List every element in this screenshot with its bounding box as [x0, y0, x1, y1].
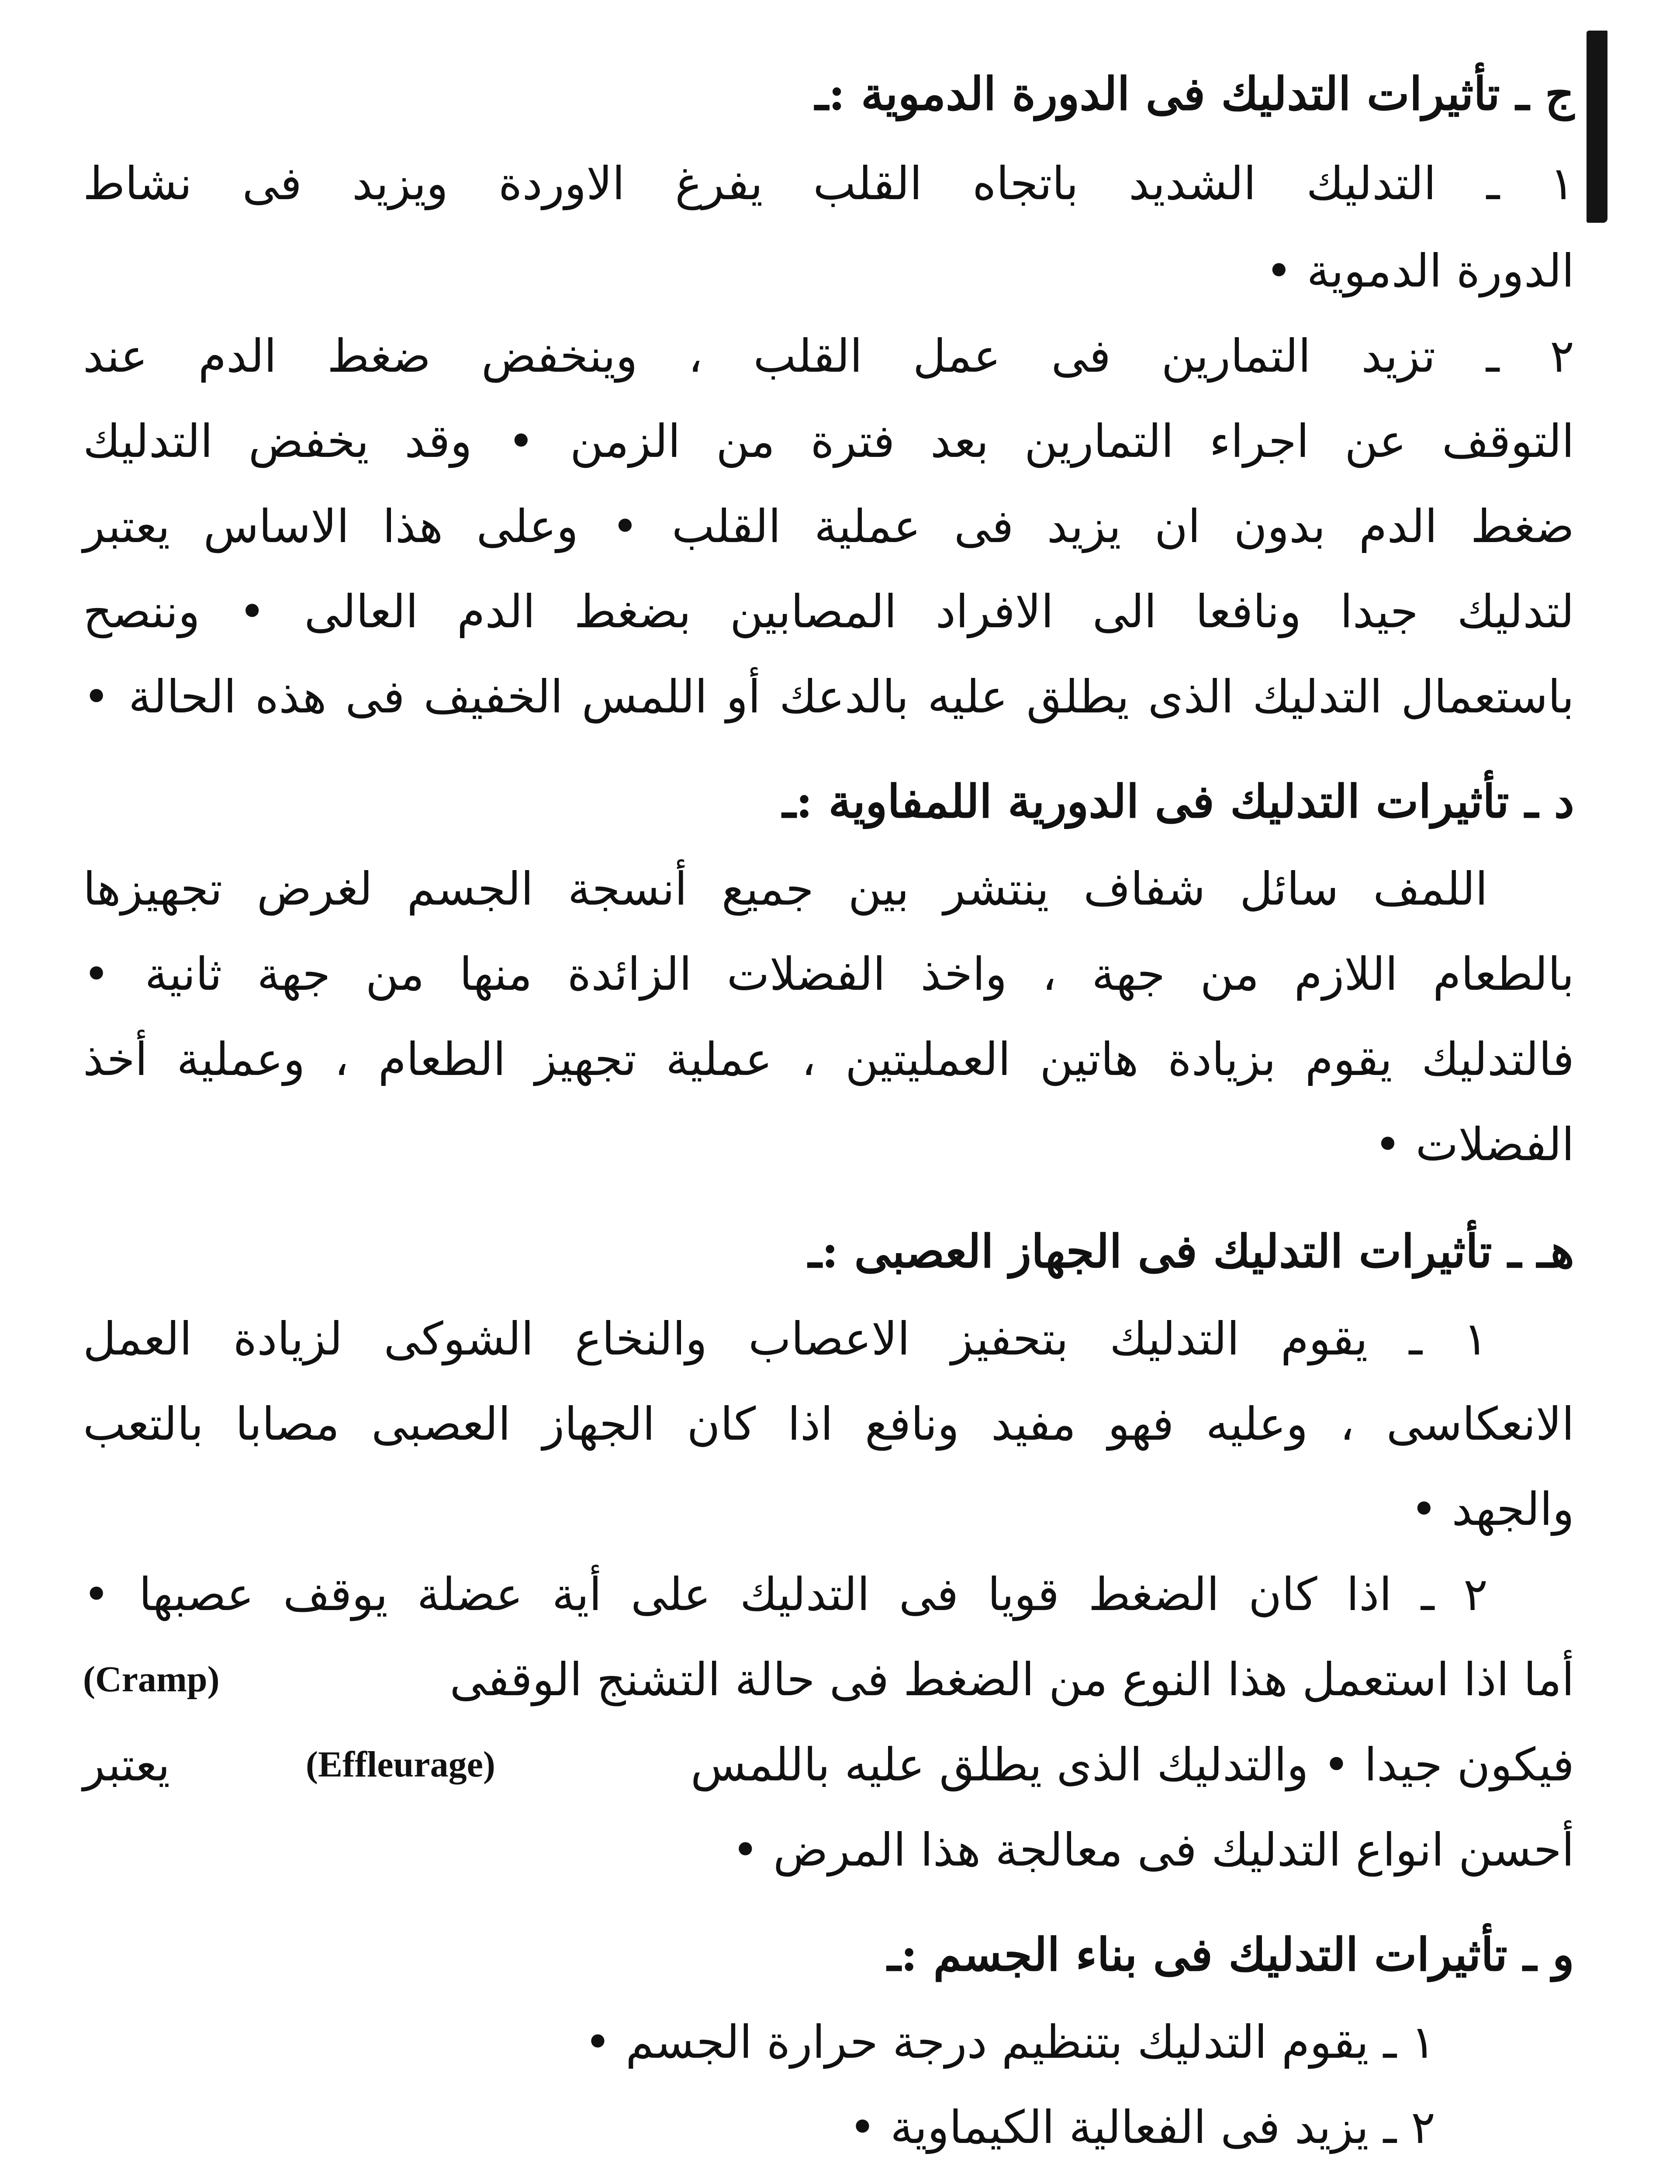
paragraph-line-end: يعتبر — [83, 1738, 170, 1791]
paragraph-line: ١ ـ التدليك الشديد باتجاه القلب يفرغ الاوردة ويزيد فى نشاط — [83, 157, 1574, 210]
paragraph-line: فيكون جيدا • والتدليك الذى يطلق عليه باللمس — [690, 1738, 1574, 1791]
paragraph-line: لتدليك جيدا ونافعا الى الافراد المصابين بضغط الدم العالى • وننصح — [83, 585, 1574, 638]
paragraph-line: والجهد • — [1410, 1482, 1574, 1536]
paragraph-line: الفضلات • — [1374, 1118, 1574, 1171]
section-heading-nervous: هـ ـ تأثيرات التدليك فى الجهاز العصبى :ـ — [808, 1224, 1574, 1278]
paragraph-line: باستعمال التدليك الذى يطلق عليه بالدعك أو اللمس الخفيف فى هذه الحالة • — [83, 670, 1574, 723]
paragraph-line: ١ ـ يقوم التدليك بتحفيز الاعصاب والنخاع الشوكى لزيادة العمل — [83, 1312, 1488, 1365]
paragraph-line: الدورة الدموية • — [1265, 244, 1574, 297]
section-heading-lymphatic: د ـ تأثيرات التدليك فى الدورية اللمفاوية :ـ — [782, 774, 1574, 828]
english-term-effleurage: (Effleurage) — [306, 1744, 495, 1785]
paragraph-line: ٢ ـ تزيد التمارين فى عمل القلب ، وينخفض ضغط الدم عند — [83, 329, 1574, 383]
paragraph-line: أما اذا استعمل هذا النوع من الضغط فى حالة التشنج الوقفى — [449, 1653, 1574, 1706]
paragraph-line: ٢ ـ اذا كان الضغط قويا فى التدليك على أية عضلة يوقف عصبها • — [83, 1568, 1488, 1621]
paragraph-line: الانعكاسى ، وعليه فهو مفيد ونافع اذا كان الجهاز العصبى مصابا بالتعب — [83, 1397, 1574, 1451]
paragraph-line: أحسن انواع التدليك فى معالجة هذا المرض • — [732, 1823, 1574, 1876]
paragraph-line: اللمف سائل شفاف ينتشر بين جميع أنسجة الجسم لغرض تجهيزها — [83, 862, 1488, 916]
paragraph-line: بالطعام اللازم من جهة ، واخذ الفضلات الزائدة منها من جهة ثانية • — [83, 947, 1574, 1001]
scan-edge-mark — [1587, 31, 1607, 223]
section-heading-circulation: ج ـ تأثيرات التدليك فى الدورة الدموية :ـ — [815, 67, 1574, 121]
paragraph-line: فالتدليك يقوم بزيادة هاتين العمليتين ، عملية تجهيز الطعام ، وعملية أخذ — [83, 1033, 1574, 1086]
english-term-cramp: (Cramp) — [83, 1659, 220, 1700]
list-item: ١ ـ يقوم التدليك بتنظيم درجة حرارة الجسم • — [584, 2015, 1435, 2069]
paragraph-line: التوقف عن اجراء التمارين بعد فترة من الزمن • وقد يخفض التدليك — [83, 415, 1574, 468]
paragraph-line: ضغط الدم بدون ان يزيد فى عملية القلب • وعلى هذا الاساس يعتبر — [83, 500, 1574, 553]
section-heading-body-building: و ـ تأثيرات التدليك فى بناء الجسم :ـ — [887, 1928, 1574, 1981]
list-item: ٢ ـ يزيد فى الفعالية الكيماوية • — [849, 2101, 1435, 2154]
